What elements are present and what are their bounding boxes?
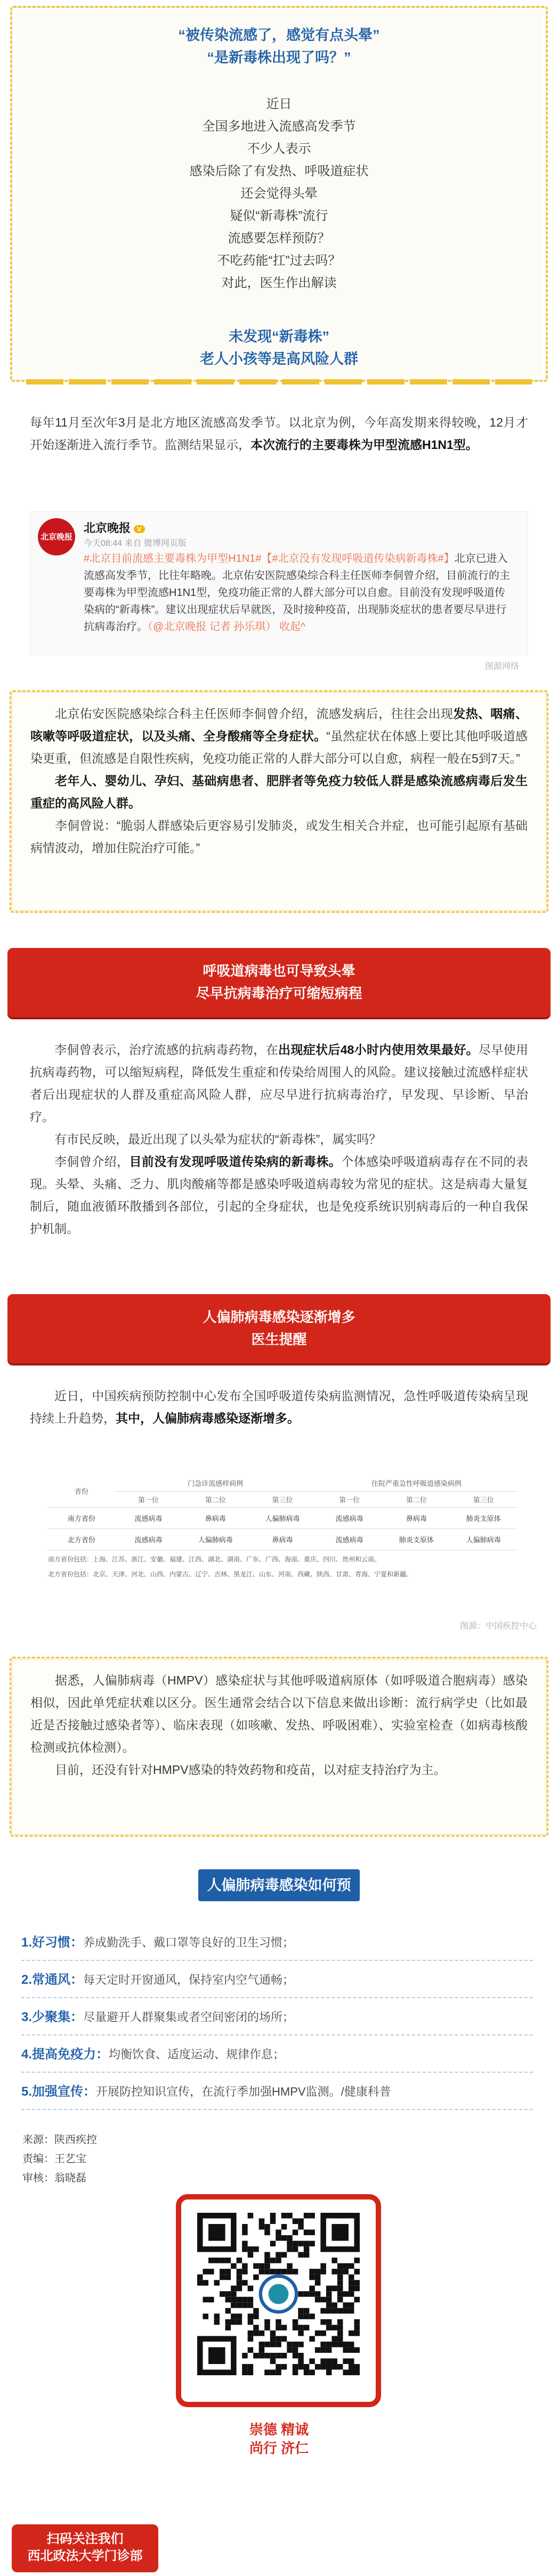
table-row [48,1528,517,1550]
beijing-evening-news-logo [38,518,75,555]
intro-highlight-2: 老人小孩等是高风险人群 [200,351,358,367]
table-source: 图源：中国疾控中心 [459,1622,537,1631]
table-cell: 鼻病毒 [182,1507,249,1528]
intro-line: 流感要怎样预防？ [228,231,330,246]
weibo-author-name[interactable]: 北京晚报 [84,521,131,535]
prevention-item-text: 均衡饮食、适度运动、规律作息； [109,2048,285,2061]
motto-line-2: 尚行 济仁 [249,2440,309,2456]
credit-review: 审核：翁晓磊 [22,2172,86,2184]
prevention-item-head: 5.加强宣传： [21,2084,96,2099]
table-row [48,1507,517,1528]
table-rank-cell: 第二位 [383,1491,450,1507]
table-rank-cell: 第一位 [115,1491,182,1507]
table-header-outpatient: 门急诊流感样病例 [115,1475,316,1491]
antiviral-p1 [30,1038,528,1128]
cdc-text: 近日，中国疾病预防控制中心发布全国呼吸道传染病监测情况，急性呼吸道传染病呈现持续上升趋势， [30,1389,528,1425]
prevention-item-text: 每天定时开窗通风，保持室内空气通畅； [83,1973,295,1986]
table-cell: 鼻病毒 [383,1507,450,1528]
intro-quote-1: “被传染流感了，感觉有点头晕” [178,27,380,43]
doctor-explanation-box [12,692,546,911]
table-cell: 人偏肺病毒 [182,1528,249,1550]
intro-lines [12,93,546,295]
follow-ribbon-line-2: 西北政法大学门诊部 [27,2549,143,2563]
banner-hmpv-line-2: 医生提醒 [251,1331,307,1347]
antiviral-section [30,1038,528,1240]
antiviral-p3-bold: 目前没有发现呼吸道传染病的新毒株。 [129,1155,342,1168]
motto-line-1: 崇德 精诚 [249,2422,309,2438]
divider [21,2072,533,2073]
qr-code-icon[interactable] [197,2213,360,2375]
table-rank-cell: 第三位 [249,1491,316,1507]
prevention-item [21,1970,538,1990]
weibo-hashtag-2[interactable]: 【#北京没有发现呼吸道传染病新毒株#】 [261,553,455,565]
paragraph-h1n1-bold: 本次流行的主要毒株为甲型流感H1N1型。 [250,438,478,452]
table-rank-header [48,1491,517,1507]
antiviral-p2: 有市民反映，最近出现了以头晕为症状的“新毒株”，属实吗？ [54,1132,382,1146]
intro-line: 不少人表示 [247,142,311,156]
banner-hmpv [7,1294,551,1363]
credits [22,2130,97,2188]
prevention-item [21,2045,538,2064]
table-note-south: 南方省份包括：上海、江苏、浙江、安徽、福建、江西、湖北、湖南、广东、广西、海南、重庆、四川、贵州和云南。 [48,1555,381,1563]
box1-p2 [30,770,528,814]
intro-line: 不吃药能“扛”过去吗？ [217,253,341,268]
credit-editor: 责编：王艺宝 [22,2153,86,2165]
antiviral-p1-bold: 出现症状后48小时内使用效果最好。 [278,1043,479,1057]
banner-hmpv-line-1: 人偏肺病毒感染逐渐增多 [203,1309,355,1325]
weibo-author[interactable] [84,519,145,536]
intro-card [12,7,546,380]
banner-dizziness-line-1: 呼吸道病毒也可导致头晕 [203,963,355,979]
prevention-item-text: 养成勤洗手、戴口罩等良好的卫生习惯； [83,1936,295,1949]
prevention-item-head: 3.少聚集： [21,2010,84,2024]
qr-code-card[interactable] [176,2194,381,2407]
box1-p3: 李侗曾说：“脆弱人群感染后更容易引发肺炎，或发生相关合并症，也可能引起原有基础病情波动，增加住院治疗可能。” [30,819,528,855]
cdc-bold: 其中，人偏肺病毒感染逐渐增多。 [116,1411,300,1425]
box1-p1-text: 北京佑安医院感染综合科主任医师李侗曾介绍，流感发病后，往往会出现 [55,707,454,721]
divider [21,2034,533,2035]
intro-highlight-1: 未发现“新毒株” [229,329,329,345]
verified-badge-icon: V [134,525,145,533]
prevention-item [21,2082,538,2101]
table-header-region: 省份 [48,1475,115,1507]
intro-line: 疑似“新毒株”流行 [230,209,328,223]
intro-highlight [12,325,546,370]
hmpv-diagnosis-box [12,1659,546,1835]
table-region-cell: 北方省份 [48,1528,115,1550]
intro-line: 对此，医生作出解读 [221,276,337,290]
surveillance-table-grid [48,1475,517,1550]
divider [21,1960,533,1961]
weibo-mention[interactable]: （@北京晚报 记者 孙乐琪） [148,621,277,633]
cdc-monitoring-paragraph [30,1385,528,1429]
divider [21,2109,533,2110]
table-cell: 流感病毒 [316,1528,383,1550]
intro-line: 近日 [266,97,292,111]
intro-line: 还会觉得头晕 [240,186,318,201]
divider [21,1997,533,1998]
table-cell: 鼻病毒 [249,1528,316,1550]
table-body [48,1507,517,1550]
table-cell: 流感病毒 [115,1528,182,1550]
banner-dizziness [7,948,551,1017]
table-header-inpatient: 住院严重急性呼吸道感染病例 [316,1475,517,1491]
prevention-item-text: 尽量避开人群聚集或者空间密闭的场所； [83,2010,295,2024]
prevention-item-head: 1.好习惯： [21,1935,84,1950]
table-cell: 肺炎支原体 [450,1507,517,1528]
weibo-meta: 今天08:44 来自 微博网页版 [84,539,187,548]
box1-p1-quote: “虽然症状在体感上要比其他呼吸道感染更重，但流感是自限性疾病，免疫功能正常的人群大部分可以自愈，病程一般在5到7天。” [30,729,528,765]
prevention-title: 人偏肺病毒感染如何预防? [198,1869,360,1901]
prevention-item [21,1933,538,1952]
weibo-hashtag-1[interactable]: #北京目前流感主要毒株为甲型H1N1# [84,553,262,565]
prevention-item-head: 2.常通风： [21,1973,84,1987]
prevention-item-head: 4.提高免疫力： [21,2047,109,2062]
banner-dizziness-line-2: 尽早抗病毒治疗可缩短病程 [196,985,362,1001]
table-cell: 流感病毒 [316,1507,383,1528]
antiviral-p1-rest: 尽早使用抗病毒药物，可以缩短病程，降低发生重症和传染给周围人的风险。建议接触过流感样症状者后出现症状的人群及重症高风险人群，应尽早进行抗病毒治疗，早发现、早诊断、早治疗。 [30,1043,529,1124]
box1-p2-bold: 老年人、婴幼儿、孕妇、基础病患者、肥胖者等免疫力较低人群是感染流感病毒后发生重症的高风险人群。 [30,774,528,810]
paragraph-h1n1 [30,411,528,456]
table-cell: 人偏肺病毒 [450,1528,517,1550]
table-rank-cell: 第三位 [450,1491,517,1507]
weibo-body: 北京已进入流感高发季节，比往年略晚。北京佑安医院感染综合科主任医师李侗曾介绍，目前流行的主要毒株为甲型流感H1N1型，免疫功能正常的人群大部分可以自愈。目前没有发现呼吸道传染病的“新毒株”。建议出现症状后早就医，及时接种疫苗，出现肺炎症状的患者要尽早进行抗病毒治疗。 [84,553,510,633]
box2-p1: 据悉，人偏肺病毒（HMPV）感染症状与其他呼吸道病原体（如呼吸道合胞病毒）感染相似，因此单凭症状难以区分。医生通常会结合以下信息来做出诊断：流行病学史（比如最近是否接触过感染者等）、临床表现（如咳嗽、发热、呼吸困难）、实验室检查（如病毒核酸检测或抗体检测）。 [30,1673,528,1754]
table-cell: 肺炎支原体 [383,1528,450,1550]
box1-p1-bold: 发热、咽痛、咳嗽等呼吸道症状，以及头痛、全身酸痛等全身症状。 [30,707,528,743]
collapse-link[interactable]: 收起^ [279,621,306,633]
antiviral-p1-text: 李侗曾表示，治疗流感的抗病毒药物，在 [54,1043,279,1057]
box1-p1 [30,702,528,770]
antiviral-p3 [30,1150,528,1240]
follow-ribbon [12,2524,158,2572]
table-note-north: 北方省份包括：北京、天津、河北、山西、内蒙古、辽宁、吉林、黑龙江、山东、河南、西藏、陕西、甘肃、青海、宁夏和新疆。 [48,1570,413,1578]
logo-text: 北京晚报 [40,532,72,542]
intro-line: 全国多地进入流感高发季节 [202,119,356,134]
table-rank-cell: 第一位 [316,1491,383,1507]
weibo-text [84,550,515,635]
prevention-item-text: 开展防控知识宣传，在流行季加强HMPV监测。/健康科普 [96,2085,391,2098]
table-cell: 流感病毒 [115,1507,182,1528]
surveillance-table [48,1475,517,1603]
weibo-post-card[interactable] [30,511,528,671]
prevention-item [21,2008,538,2027]
antiviral-p3-text: 李侗曾介绍， [54,1155,130,1168]
table-cell: 人偏肺病毒 [249,1507,316,1528]
antiviral-p3-rest: 个体感染呼吸道病毒存在不同的表现。头晕、头痛、乏力、肌肉酸痛等都是感染呼吸道病毒较为常见的症状。这是病毒大量复制后，随血液循环散播到各部位，引起的全身症状，也是免疫系统识别病毒后的一种自我保护机制。 [30,1155,529,1236]
intro-quote-2: “是新毒株出现了吗？” [207,50,351,66]
follow-ribbon-line-1: 扫码关注我们 [46,2532,124,2546]
intro-quotes [12,24,546,69]
credit-source: 来源：陕西疾控 [22,2134,97,2146]
table-rank-cell: 第二位 [182,1491,249,1507]
table-region-cell: 南方省份 [48,1507,115,1528]
paragraph-h1n1-text: 每年11月至次年3月是北方地区流感高发季节。以北京为例，今年高发期来得较晚，12月才开始逐渐进入流行季节。监测结果显示， [30,415,528,452]
intro-line: 感染后除了有发热、呼吸道症状 [189,164,369,178]
box2-p2: 目前，还没有针对HMPV感染的特效药物和疫苗，以对症支持治疗为主。 [55,1763,446,1777]
image-source: 图源网络 [484,662,519,671]
